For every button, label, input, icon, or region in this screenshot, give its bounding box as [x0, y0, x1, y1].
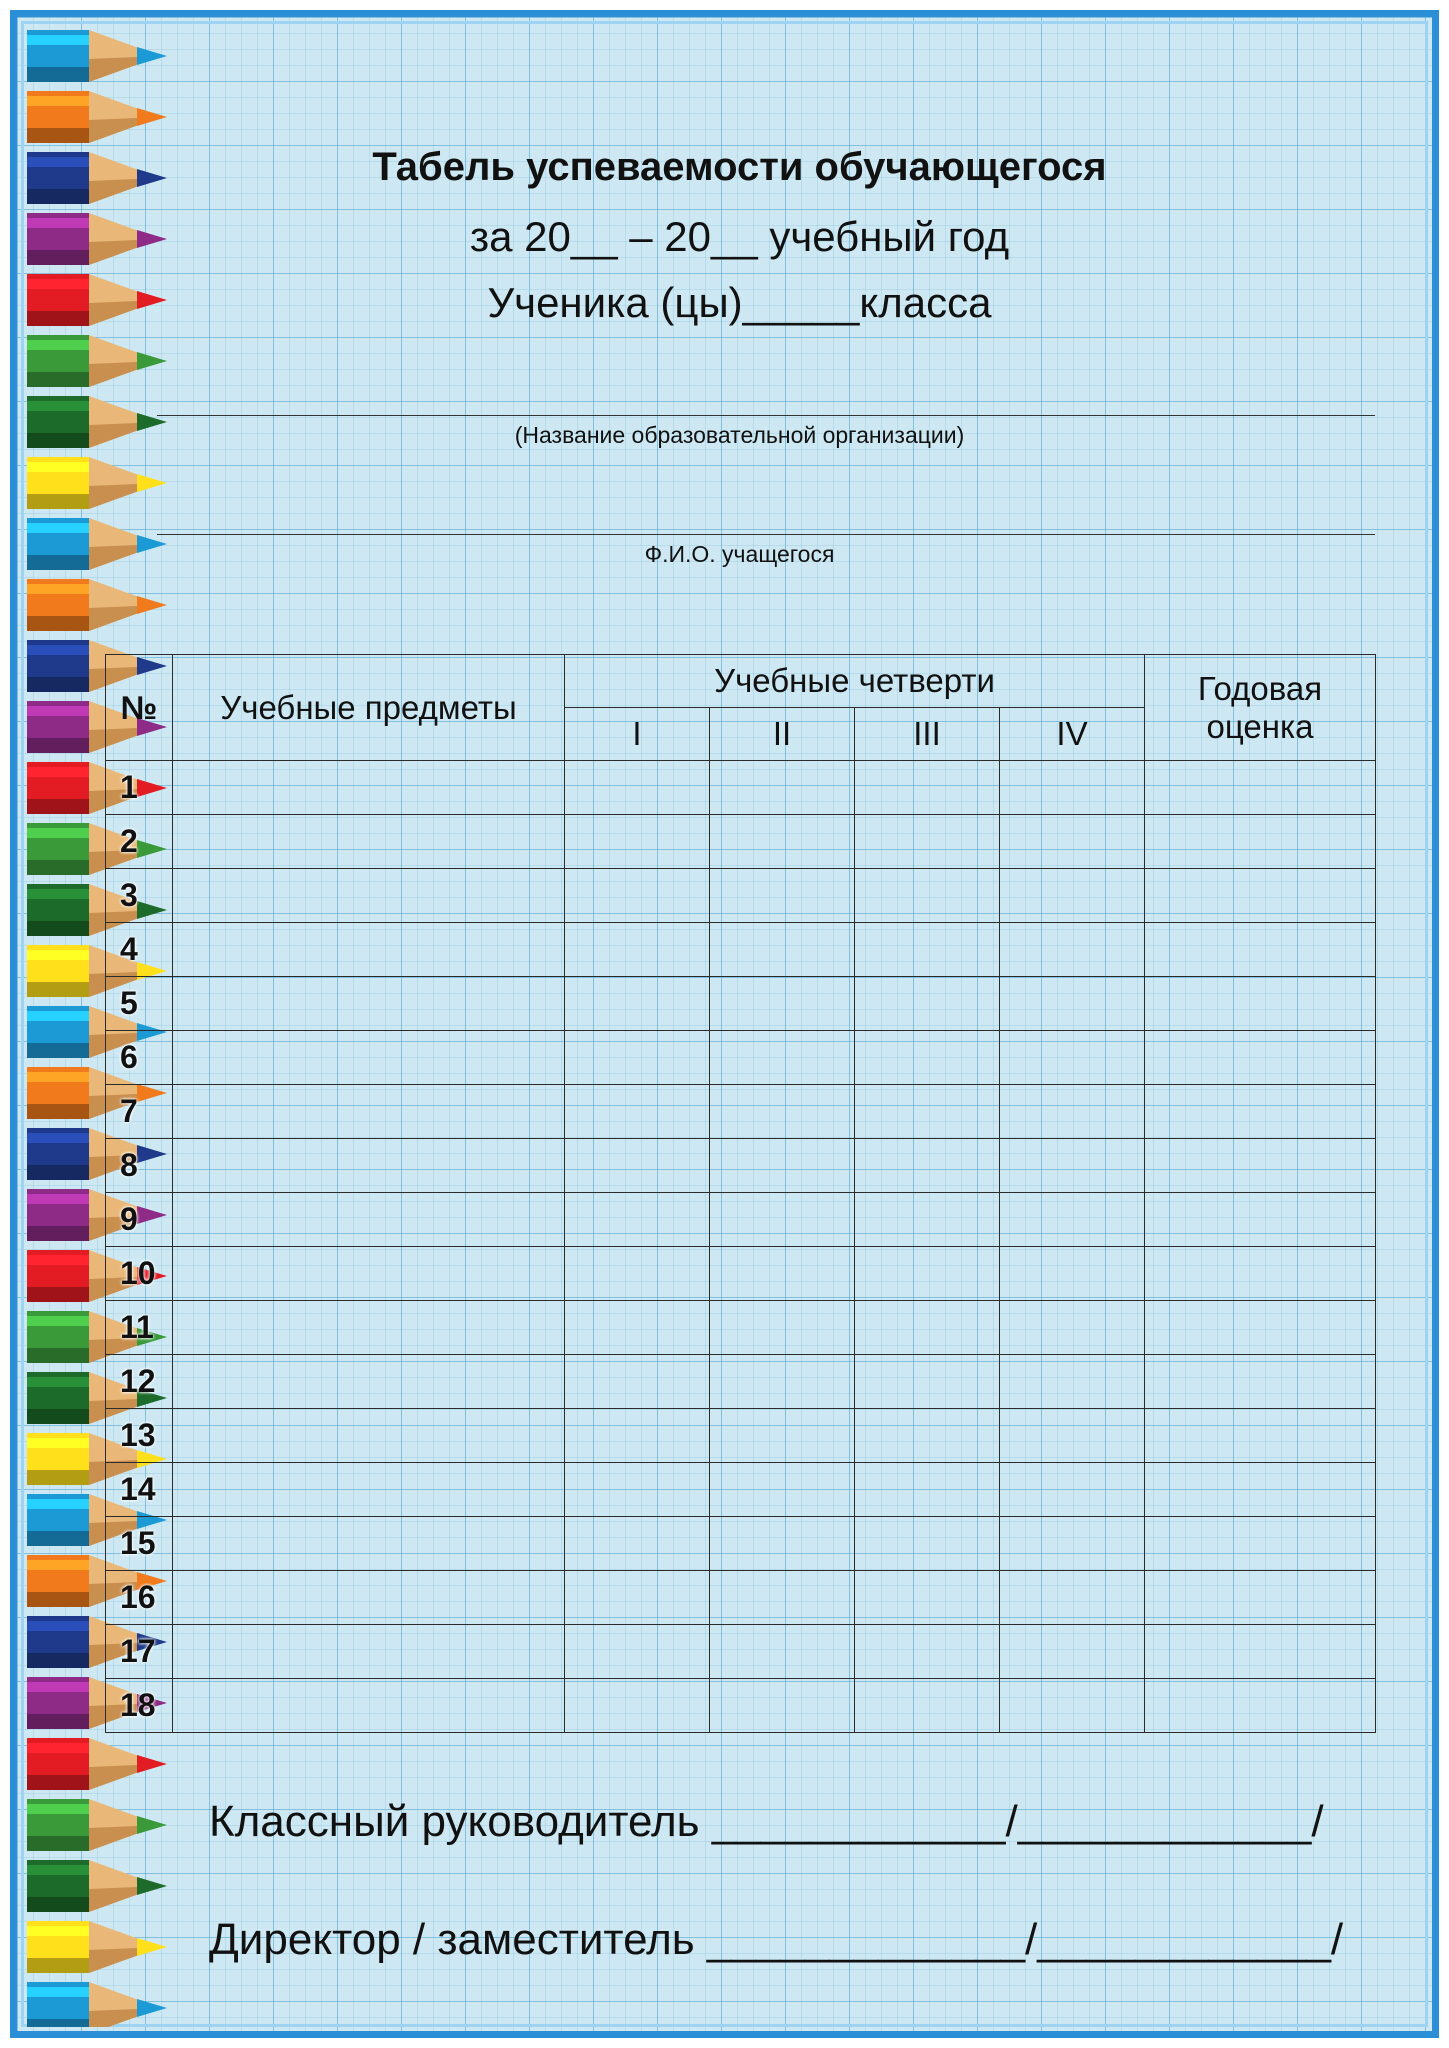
quarter-3-cell[interactable]	[855, 1301, 1000, 1355]
subject-cell[interactable]	[173, 1193, 565, 1247]
annual-grade-cell[interactable]	[1145, 1409, 1376, 1463]
annual-grade-cell[interactable]	[1145, 1625, 1376, 1679]
annual-grade-cell[interactable]	[1145, 923, 1376, 977]
class-teacher-signature-line[interactable]: Классный руководитель ____________/____________/	[209, 1797, 1324, 1846]
table-row	[106, 923, 1376, 977]
row-number: 6	[106, 1031, 173, 1085]
pencil-icon	[27, 91, 167, 143]
quarter-3-cell[interactable]	[855, 1085, 1000, 1139]
annual-grade-cell[interactable]	[1145, 1301, 1376, 1355]
quarter-4-cell[interactable]	[1000, 1193, 1145, 1247]
quarter-2-cell[interactable]	[710, 815, 855, 869]
annual-grade-header-line-1: Годовая	[1197, 669, 1323, 707]
quarter-1-cell[interactable]	[565, 869, 710, 923]
quarter-4-cell[interactable]	[1000, 1139, 1145, 1193]
quarter-3-cell[interactable]	[855, 1031, 1000, 1085]
pencil-icon	[27, 1799, 167, 1851]
pencil-icon	[27, 335, 167, 387]
quarter-1-cell[interactable]	[565, 1031, 710, 1085]
pencil-icon	[27, 152, 167, 204]
subject-cell[interactable]	[173, 1247, 565, 1301]
row-number: 2	[106, 815, 173, 869]
quarter-1-cell[interactable]	[565, 1409, 710, 1463]
quarter-4-cell[interactable]	[1000, 1301, 1145, 1355]
pencil-icon	[27, 30, 167, 82]
quarter-4-cell[interactable]	[1000, 1625, 1145, 1679]
student-name-caption: Ф.И.О. учащегося	[644, 541, 835, 567]
annual-grade-cell[interactable]	[1145, 1355, 1376, 1409]
table-row	[106, 1139, 1376, 1193]
row-number: 10	[106, 1247, 173, 1301]
report-card-page	[10, 10, 1439, 2038]
grades-table-body	[106, 761, 1376, 1733]
quarter-1-cell[interactable]	[565, 977, 710, 1031]
quarter-4-cell[interactable]	[1000, 1085, 1145, 1139]
annual-grade-cell[interactable]	[1145, 1139, 1376, 1193]
quarter-4-cell[interactable]	[1000, 923, 1145, 977]
quarter-4-cell[interactable]	[1000, 761, 1145, 815]
subject-cell[interactable]	[173, 1463, 565, 1517]
student-name-field[interactable]	[157, 534, 1375, 535]
quarter-2-cell[interactable]	[710, 1139, 855, 1193]
quarter-4-cell[interactable]	[1000, 815, 1145, 869]
table-row	[106, 815, 1376, 869]
pencil-icon	[27, 274, 167, 326]
quarter-header-4: IV	[1000, 708, 1145, 761]
annual-grade-cell[interactable]	[1145, 1571, 1376, 1625]
subject-cell[interactable]	[173, 1571, 565, 1625]
quarter-4-cell[interactable]	[1000, 1355, 1145, 1409]
quarter-4-cell[interactable]	[1000, 1409, 1145, 1463]
table-row	[106, 869, 1376, 923]
school-name-field[interactable]	[157, 415, 1375, 416]
table-row	[106, 1355, 1376, 1409]
quarter-header-1: I	[565, 708, 710, 761]
annual-grade-cell[interactable]	[1145, 1517, 1376, 1571]
pencil-icon	[27, 1860, 167, 1912]
row-number: 9	[106, 1193, 173, 1247]
quarter-1-cell[interactable]	[565, 923, 710, 977]
quarter-1-cell[interactable]	[565, 1301, 710, 1355]
subject-cell[interactable]	[173, 1679, 565, 1733]
row-number: 14	[106, 1463, 173, 1517]
subject-cell[interactable]	[173, 977, 565, 1031]
pencil-icon	[27, 1921, 167, 1973]
pencil-icon	[27, 1982, 167, 2027]
pencil-icon	[27, 1738, 167, 1790]
table-row	[106, 1571, 1376, 1625]
row-number: 5	[106, 977, 173, 1031]
pencil-icon	[27, 457, 167, 509]
report-title: Табель успеваемости обучающегося	[372, 145, 1107, 189]
pencil-icon	[27, 213, 167, 265]
table-row	[106, 1517, 1376, 1571]
quarter-2-cell[interactable]	[710, 1301, 855, 1355]
director-signature-line[interactable]: Директор / заместитель _____________/____________/	[209, 1915, 1344, 1964]
quarter-1-cell[interactable]	[565, 1193, 710, 1247]
quarter-3-cell[interactable]	[855, 1679, 1000, 1733]
table-row	[106, 1679, 1376, 1733]
school-year-line: за 20__ – 20__ учебный год	[469, 213, 1010, 260]
quarter-3-cell[interactable]	[855, 1409, 1000, 1463]
grades-table	[105, 654, 1376, 1733]
subject-cell[interactable]	[173, 1301, 565, 1355]
quarter-1-cell[interactable]	[565, 1355, 710, 1409]
subject-cell[interactable]	[173, 1085, 565, 1139]
quarter-2-cell[interactable]	[710, 977, 855, 1031]
quarter-4-cell[interactable]	[1000, 869, 1145, 923]
table-row	[106, 1409, 1376, 1463]
quarter-1-cell[interactable]	[565, 1571, 710, 1625]
quarter-3-cell[interactable]	[855, 923, 1000, 977]
table-row	[106, 977, 1376, 1031]
pencil-icon	[27, 396, 167, 448]
quarter-1-cell[interactable]	[565, 1679, 710, 1733]
quarter-4-cell[interactable]	[1000, 1031, 1145, 1085]
quarter-3-cell[interactable]	[855, 815, 1000, 869]
row-number: 8	[106, 1139, 173, 1193]
quarter-1-cell[interactable]	[565, 815, 710, 869]
subject-cell[interactable]	[173, 815, 565, 869]
quarter-header-3: III	[855, 708, 1000, 761]
quarter-3-cell[interactable]	[855, 1517, 1000, 1571]
quarter-2-cell[interactable]	[710, 1247, 855, 1301]
quarter-2-cell[interactable]	[710, 869, 855, 923]
quarter-1-cell[interactable]	[565, 1625, 710, 1679]
quarter-2-cell[interactable]	[710, 1625, 855, 1679]
quarter-4-cell[interactable]	[1000, 1463, 1145, 1517]
annual-grade-cell[interactable]	[1145, 869, 1376, 923]
subject-cell[interactable]	[173, 1517, 565, 1571]
quarter-3-cell[interactable]	[855, 1625, 1000, 1679]
quarter-2-cell[interactable]	[710, 1409, 855, 1463]
quarter-2-cell[interactable]	[710, 1463, 855, 1517]
quarter-2-cell[interactable]	[710, 1571, 855, 1625]
annual-grade-cell[interactable]	[1145, 1679, 1376, 1733]
annual-grade-cell[interactable]	[1145, 761, 1376, 815]
quarter-2-cell[interactable]	[710, 761, 855, 815]
number-column-header: №	[106, 655, 173, 761]
table-row	[106, 1463, 1376, 1517]
row-number: 12	[106, 1355, 173, 1409]
annual-grade-header-line-2: оценка	[1206, 707, 1314, 745]
quarter-2-cell[interactable]	[710, 1193, 855, 1247]
quarter-2-cell[interactable]	[710, 1031, 855, 1085]
row-number: 1	[106, 761, 173, 815]
quarter-3-cell[interactable]	[855, 1247, 1000, 1301]
subject-cell[interactable]	[173, 1139, 565, 1193]
subject-cell[interactable]	[173, 1625, 565, 1679]
quarter-3-cell[interactable]	[855, 977, 1000, 1031]
row-number: 13	[106, 1409, 173, 1463]
subject-cell[interactable]	[173, 869, 565, 923]
quarter-1-cell[interactable]	[565, 761, 710, 815]
student-class-line: Ученика (цы)_____класса	[487, 279, 992, 326]
quarter-2-cell[interactable]	[710, 923, 855, 977]
annual-grade-cell[interactable]	[1145, 977, 1376, 1031]
annual-grade-cell[interactable]	[1145, 1085, 1376, 1139]
row-number: 15	[106, 1517, 173, 1571]
annual-grade-cell[interactable]	[1145, 1463, 1376, 1517]
row-number: 16	[106, 1571, 173, 1625]
subjects-column-header: Учебные предметы	[173, 655, 565, 761]
subject-cell[interactable]	[173, 923, 565, 977]
quarter-1-cell[interactable]	[565, 1463, 710, 1517]
subject-cell[interactable]	[173, 1031, 565, 1085]
subject-cell[interactable]	[173, 1355, 565, 1409]
annual-grade-cell[interactable]	[1145, 1193, 1376, 1247]
quarter-4-cell[interactable]	[1000, 1517, 1145, 1571]
annual-grade-cell[interactable]	[1145, 815, 1376, 869]
row-number: 17	[106, 1625, 173, 1679]
table-row	[106, 1193, 1376, 1247]
table-row	[106, 1625, 1376, 1679]
quarter-2-cell[interactable]	[710, 1679, 855, 1733]
quarter-3-cell[interactable]	[855, 1463, 1000, 1517]
subject-cell[interactable]	[173, 761, 565, 815]
quarter-4-cell[interactable]	[1000, 1247, 1145, 1301]
row-number: 7	[106, 1085, 173, 1139]
annual-grade-cell[interactable]	[1145, 1031, 1376, 1085]
quarter-1-cell[interactable]	[565, 1139, 710, 1193]
school-name-caption: (Название образовательной организации)	[514, 422, 965, 448]
subject-cell[interactable]	[173, 1409, 565, 1463]
quarter-3-cell[interactable]	[855, 1571, 1000, 1625]
row-number: 3	[106, 869, 173, 923]
quarter-4-cell[interactable]	[1000, 1679, 1145, 1733]
row-number: 11	[106, 1301, 173, 1355]
quarter-1-cell[interactable]	[565, 1085, 710, 1139]
row-number: 4	[106, 923, 173, 977]
quarter-1-cell[interactable]	[565, 1517, 710, 1571]
quarter-3-cell[interactable]	[855, 1193, 1000, 1247]
pencil-icon	[27, 579, 167, 631]
quarter-3-cell[interactable]	[855, 1355, 1000, 1409]
table-row	[106, 761, 1376, 815]
quarter-4-cell[interactable]	[1000, 977, 1145, 1031]
table-row	[106, 1031, 1376, 1085]
pencil-icon	[27, 518, 167, 570]
quarter-4-cell[interactable]	[1000, 1571, 1145, 1625]
row-number: 18	[106, 1679, 173, 1733]
quarter-header-2: II	[710, 708, 855, 761]
quarter-1-cell[interactable]	[565, 1247, 710, 1301]
quarter-3-cell[interactable]	[855, 869, 1000, 923]
quarter-3-cell[interactable]	[855, 761, 1000, 815]
table-row	[106, 1085, 1376, 1139]
quarter-3-cell[interactable]	[855, 1139, 1000, 1193]
table-row	[106, 1247, 1376, 1301]
annual-grade-cell[interactable]	[1145, 1247, 1376, 1301]
annual-grade-header	[1145, 655, 1376, 761]
table-row	[106, 1301, 1376, 1355]
quarter-2-cell[interactable]	[710, 1355, 855, 1409]
quarter-2-cell[interactable]	[710, 1085, 855, 1139]
quarters-group-header: Учебные четверти	[565, 655, 1145, 708]
quarter-2-cell[interactable]	[710, 1517, 855, 1571]
